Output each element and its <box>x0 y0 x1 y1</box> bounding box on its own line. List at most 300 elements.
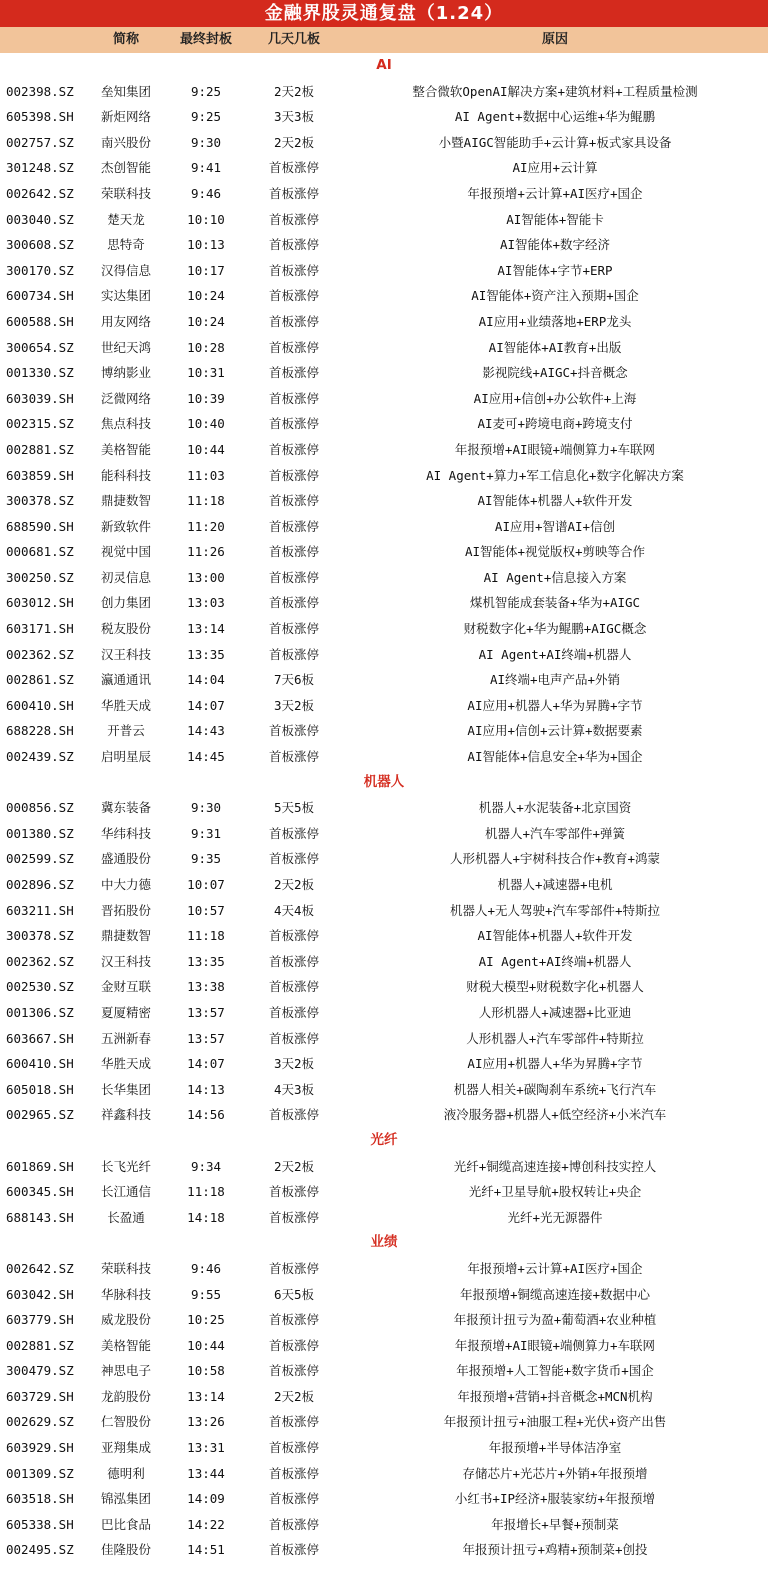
stock-code: 603211.SH <box>6 902 74 918</box>
stock-code: 002881.SZ <box>6 441 74 457</box>
stock-code: 002757.SZ <box>6 134 74 150</box>
table-row <box>0 155 768 181</box>
stock-name: 仁智股份 <box>100 1414 151 1430</box>
table-header <box>0 27 768 53</box>
stock-code: 600734.SH <box>6 288 74 304</box>
stock-code: 603859.SH <box>6 467 74 483</box>
table-row <box>0 1051 768 1077</box>
reason: 机器人+无人驾驶+汽车零部件+特斯拉 <box>449 902 661 918</box>
table-row <box>0 1282 768 1308</box>
stock-code: 603012.SH <box>6 595 74 611</box>
board-count: 首板涨停 <box>268 1337 319 1353</box>
seal-time: 14:09 <box>187 1491 225 1507</box>
reason: AI麦可+跨境电商+跨境支付 <box>477 416 633 432</box>
stock-name: 华纬科技 <box>100 825 151 841</box>
reason: 人形机器人+汽车零部件+特斯拉 <box>466 1030 644 1046</box>
stock-name: 博纳影业 <box>100 365 151 381</box>
stock-name: 神思电子 <box>100 1363 151 1379</box>
stock-name: 夏厦精密 <box>100 1004 151 1020</box>
seal-time: 11:18 <box>187 928 225 944</box>
seal-time: 14:43 <box>187 723 225 739</box>
stock-name: 鼎捷数智 <box>100 928 151 944</box>
stock-code: 605018.SH <box>6 1081 74 1097</box>
table-row <box>0 565 768 591</box>
stock-name: 世纪天鸿 <box>100 339 151 355</box>
board-count: 3天2板 <box>273 1056 315 1072</box>
board-count: 首板涨停 <box>268 1030 319 1046</box>
stock-name: 龙韵股份 <box>100 1388 151 1404</box>
seal-time: 13:44 <box>187 1465 225 1481</box>
section-heading: 机器人 <box>363 773 405 790</box>
board-count: 首板涨停 <box>268 851 319 867</box>
seal-time: 9:31 <box>190 825 222 841</box>
reason: 年报预增+人工智能+数字货币+国企 <box>456 1363 654 1379</box>
stock-code: 002439.SZ <box>6 749 74 765</box>
header-boards: 几天几板 <box>267 32 320 47</box>
stock-name: 华胜天成 <box>100 1056 151 1072</box>
stock-code: 002861.SZ <box>6 672 74 688</box>
reason: 年报预增+云计算+AI医疗+国企 <box>467 1260 643 1276</box>
table-row <box>0 1307 768 1333</box>
reason: 影视院线+AIGC+抖音概念 <box>482 365 628 381</box>
reason: AI应用+信创+办公软件+上海 <box>473 390 637 406</box>
board-count: 4天3板 <box>273 1081 315 1097</box>
reason: AI智能体+资产注入预期+国企 <box>471 288 639 304</box>
board-count: 首板涨停 <box>268 749 319 765</box>
table-row <box>0 335 768 361</box>
seal-time: 13:35 <box>187 646 225 662</box>
reason: AI智能体+数字经济 <box>499 237 611 253</box>
seal-time: 13:57 <box>187 1030 225 1046</box>
reason: AI智能体+视觉版权+剪映等合作 <box>464 544 646 560</box>
board-count: 首板涨停 <box>268 979 319 995</box>
table-row <box>0 872 768 898</box>
stock-name: 华胜天成 <box>100 697 151 713</box>
stock-name: 启明星辰 <box>100 749 151 765</box>
board-count: 首板涨停 <box>268 1542 319 1558</box>
board-count: 首板涨停 <box>268 1414 319 1430</box>
board-count: 首板涨停 <box>268 953 319 969</box>
board-count: 首板涨停 <box>268 365 319 381</box>
board-count: 首板涨停 <box>268 1004 319 1020</box>
table-row <box>0 386 768 412</box>
table-row <box>0 1333 768 1359</box>
stock-code: 603042.SH <box>6 1286 74 1302</box>
stock-code: 002530.SZ <box>6 979 74 995</box>
board-count: 7天6板 <box>273 672 315 688</box>
table-row <box>0 1461 768 1487</box>
seal-time: 13:00 <box>187 569 225 585</box>
seal-time: 11:18 <box>187 493 225 509</box>
stock-name: 楚天龙 <box>107 211 145 227</box>
stock-name: 长华集团 <box>100 1081 151 1097</box>
page-title: 金融界股灵通复盘（1.24） <box>0 0 768 27</box>
stock-code: 600345.SH <box>6 1184 74 1200</box>
stock-name: 南兴股份 <box>100 134 151 150</box>
board-count: 首板涨停 <box>268 441 319 457</box>
reason: 年报预增+AI眼镜+端侧算力+车联网 <box>454 441 656 457</box>
stock-code: 601869.SH <box>6 1158 74 1174</box>
stock-name: 视觉中国 <box>100 544 151 560</box>
table-body <box>0 53 768 1563</box>
stock-code: 002495.SZ <box>6 1542 74 1558</box>
seal-time: 9:25 <box>190 109 222 125</box>
seal-time: 10:44 <box>187 1337 225 1353</box>
table-row <box>0 104 768 130</box>
stock-code: 002896.SZ <box>6 877 74 892</box>
table-row <box>0 795 768 821</box>
seal-time: 13:03 <box>187 595 225 611</box>
stock-code: 300170.SZ <box>6 262 74 278</box>
stock-code: 001380.SZ <box>6 825 74 841</box>
stock-code: 300378.SZ <box>6 493 74 509</box>
stock-name: 华脉科技 <box>100 1286 151 1302</box>
stock-code: 002642.SZ <box>6 1260 74 1276</box>
stock-code: 003040.SZ <box>6 211 74 227</box>
stock-code: 002398.SZ <box>6 83 74 99</box>
table-row <box>0 1000 768 1026</box>
stock-code: 300654.SZ <box>6 339 74 355</box>
board-count: 首板涨停 <box>268 1465 319 1481</box>
seal-time: 13:26 <box>187 1414 225 1430</box>
stock-code: 605338.SH <box>6 1516 74 1532</box>
board-count: 首板涨停 <box>268 544 319 560</box>
seal-time: 10:13 <box>187 237 225 253</box>
seal-time: 10:17 <box>187 262 225 278</box>
reason: AI Agent+算力+军工信息化+数字化解决方案 <box>426 467 684 483</box>
seal-time: 9:34 <box>190 1158 222 1174</box>
board-count: 首板涨停 <box>268 1209 319 1225</box>
table-row <box>0 207 768 233</box>
stock-code: 603729.SH <box>6 1388 74 1404</box>
reason: 人形机器人+减速器+比亚迪 <box>478 1004 632 1020</box>
stock-code: 600410.SH <box>6 697 74 713</box>
table-row <box>0 1102 768 1128</box>
stock-code: 300608.SZ <box>6 237 74 253</box>
stock-code: 300378.SZ <box>6 928 74 944</box>
header-time: 最终封板 <box>179 32 232 47</box>
table-row <box>0 1409 768 1435</box>
stock-name: 美格智能 <box>100 1337 151 1353</box>
seal-time: 10:44 <box>187 441 225 457</box>
table-row <box>0 974 768 1000</box>
table-row <box>0 514 768 540</box>
table-row <box>0 1256 768 1282</box>
board-count: 6天5板 <box>273 1286 315 1302</box>
board-count: 3天3板 <box>273 109 315 125</box>
reason: 财税数字化+华为鲲鹏+AIGC概念 <box>463 621 647 637</box>
stock-name: 开普云 <box>107 723 145 739</box>
stock-name: 汉王科技 <box>100 646 151 662</box>
board-count: 首板涨停 <box>268 928 319 944</box>
reason: AI应用+机器人+华为昇腾+字节 <box>467 697 643 713</box>
seal-time: 14:45 <box>187 749 225 765</box>
seal-time: 9:30 <box>190 800 222 816</box>
table-row <box>0 437 768 463</box>
seal-time: 14:07 <box>187 1056 225 1072</box>
reason: 年报预增+AI眼镜+端侧算力+车联网 <box>454 1337 656 1353</box>
stock-name: 创力集团 <box>100 595 151 611</box>
board-count: 首板涨停 <box>268 723 319 739</box>
stock-name: 晋拓股份 <box>100 902 151 918</box>
seal-time: 13:14 <box>187 621 225 637</box>
stock-name: 用友网络 <box>100 313 151 329</box>
stock-name: 德明利 <box>107 1465 145 1481</box>
stock-name: 泛微网络 <box>100 390 151 406</box>
stock-code: 600588.SH <box>6 313 74 329</box>
seal-time: 11:26 <box>187 544 225 560</box>
stock-name: 垒知集团 <box>100 83 151 99</box>
board-count: 5天5板 <box>273 800 315 816</box>
board-count: 3天2板 <box>273 697 315 713</box>
stock-code: 603667.SH <box>6 1030 74 1046</box>
header-code <box>0 27 86 53</box>
reason: AI Agent+AI终端+机器人 <box>478 646 632 662</box>
seal-time: 10:39 <box>187 390 225 406</box>
reason: 煤机智能成套装备+华为+AIGC <box>469 595 641 611</box>
table-row <box>0 1358 768 1384</box>
table-row <box>0 693 768 719</box>
stock-code: 001306.SZ <box>6 1004 74 1020</box>
stock-code: 002315.SZ <box>6 416 74 432</box>
stock-name: 佳隆股份 <box>100 1542 151 1558</box>
stock-code: 002629.SZ <box>6 1414 74 1430</box>
board-count: 首板涨停 <box>268 185 319 201</box>
stock-name: 五洲新春 <box>100 1030 151 1046</box>
reason: 人形机器人+宇树科技合作+教育+鸿蒙 <box>449 851 661 867</box>
reason: 年报预增+半导体洁净室 <box>488 1440 622 1456</box>
board-count: 首板涨停 <box>268 262 319 278</box>
table-row <box>0 667 768 693</box>
stock-name: 长飞光纤 <box>100 1158 151 1174</box>
table-row <box>0 232 768 258</box>
stock-name: 亚翔集成 <box>100 1440 151 1456</box>
reason: 存储芯片+光芯片+外销+年报预增 <box>462 1465 648 1481</box>
seal-time: 9:41 <box>190 160 222 176</box>
table-row <box>0 258 768 284</box>
stock-name: 新致软件 <box>100 518 151 534</box>
reason: AI应用+业绩落地+ERP龙头 <box>478 313 632 329</box>
table-row <box>0 744 768 770</box>
seal-time: 13:38 <box>187 979 225 995</box>
seal-time: 14:22 <box>187 1516 225 1532</box>
stock-code: 002362.SZ <box>6 646 74 662</box>
table-row <box>0 181 768 207</box>
board-count: 首板涨停 <box>268 518 319 534</box>
stock-code: 300250.SZ <box>6 569 74 585</box>
reason: AI智能体+机器人+软件开发 <box>477 493 633 509</box>
reason: 小红书+IP经济+服装家纺+年报预增 <box>454 1491 656 1507</box>
reason: 光纤+光无源器件 <box>507 1209 603 1225</box>
table-row <box>0 1026 768 1052</box>
board-count: 首板涨停 <box>268 646 319 662</box>
stock-code: 600410.SH <box>6 1056 74 1072</box>
stock-name: 能科科技 <box>100 467 151 483</box>
stock-code: 603929.SH <box>6 1440 74 1456</box>
board-count: 首板涨停 <box>268 1363 319 1379</box>
reason: 液冷服务器+机器人+低空经济+小米汽车 <box>443 1107 667 1123</box>
seal-time: 9:46 <box>190 185 222 201</box>
table-row <box>0 949 768 975</box>
board-count: 首板涨停 <box>268 1491 319 1507</box>
reason: 机器人+减速器+电机 <box>497 877 613 892</box>
stock-name: 杰创智能 <box>100 160 151 176</box>
stock-code: 603039.SH <box>6 390 74 406</box>
seal-time: 9:30 <box>190 134 222 150</box>
reason: 年报预计扭亏为盈+葡萄酒+农业种植 <box>453 1312 657 1328</box>
reason: AI Agent+数据中心运维+华为鲲鹏 <box>454 109 656 125</box>
stock-code: 002362.SZ <box>6 953 74 969</box>
table-row <box>0 539 768 565</box>
seal-time: 14:13 <box>187 1081 225 1097</box>
stock-code: 688143.SH <box>6 1209 74 1225</box>
table-row <box>0 821 768 847</box>
stock-name: 汉王科技 <box>100 953 151 969</box>
reason: AI终端+电声产品+外销 <box>489 672 621 688</box>
reason: 年报预增+铜缆高速连接+数据中心 <box>459 1286 651 1302</box>
stock-name: 金财互联 <box>100 979 151 995</box>
table-row <box>0 718 768 744</box>
seal-time: 13:14 <box>187 1388 225 1404</box>
stock-code: 301248.SZ <box>6 160 74 176</box>
reason: 光纤+卫星导航+股权转让+央企 <box>468 1184 642 1200</box>
reason: 年报增长+早餐+预制菜 <box>491 1516 619 1532</box>
table-row <box>0 1077 768 1103</box>
seal-time: 14:51 <box>187 1542 225 1558</box>
stock-code: 603779.SH <box>6 1312 74 1328</box>
seal-time: 14:07 <box>187 697 225 713</box>
reason: 机器人+汽车零部件+弹簧 <box>484 825 626 841</box>
board-count: 首板涨停 <box>268 493 319 509</box>
reason: AI应用+云计算 <box>512 160 598 176</box>
stock-name: 汉得信息 <box>100 262 151 278</box>
stock-name: 美格智能 <box>100 441 151 457</box>
stock-name: 初灵信息 <box>100 569 151 585</box>
board-count: 首板涨停 <box>268 237 319 253</box>
seal-time: 9:46 <box>190 1260 222 1276</box>
table-row <box>0 1537 768 1563</box>
reason: 年报预增+营销+抖音概念+MCN机构 <box>457 1388 653 1404</box>
stock-code: 001330.SZ <box>6 365 74 381</box>
seal-time: 10:28 <box>187 339 225 355</box>
board-count: 首板涨停 <box>268 1260 319 1276</box>
seal-time: 10:25 <box>187 1312 225 1328</box>
board-count: 首板涨停 <box>268 160 319 176</box>
table-row <box>0 1512 768 1538</box>
reason: AI智能体+字节+ERP <box>497 262 613 278</box>
header-name: 简称 <box>112 32 139 47</box>
board-count: 首板涨停 <box>268 825 319 841</box>
board-count: 4天4板 <box>273 902 315 918</box>
seal-time: 10:07 <box>187 877 225 892</box>
seal-time: 11:18 <box>187 1184 225 1200</box>
seal-time: 10:31 <box>187 365 225 381</box>
reason: AI智能体+信息安全+华为+国企 <box>467 749 643 765</box>
board-count: 首板涨停 <box>268 1107 319 1123</box>
section-heading: 光纤 <box>370 1131 398 1148</box>
stock-name: 新炬网络 <box>100 109 151 125</box>
stock-name: 长江通信 <box>100 1184 151 1200</box>
reason: AI智能体+智能卡 <box>506 211 604 227</box>
reason: 财税大模型+财税数字化+机器人 <box>466 979 644 995</box>
table-row <box>0 1205 768 1231</box>
board-count: 首板涨停 <box>268 621 319 637</box>
seal-time: 10:40 <box>187 416 225 432</box>
reason: AI应用+智谱AI+信创 <box>494 518 616 534</box>
reason: AI智能体+机器人+软件开发 <box>477 928 633 944</box>
seal-time: 11:20 <box>187 518 225 534</box>
stock-code: 001309.SZ <box>6 1465 74 1481</box>
seal-time: 10:24 <box>187 313 225 329</box>
stock-name: 荣联科技 <box>100 1260 151 1276</box>
seal-time: 9:25 <box>190 83 222 99</box>
board-count: 首板涨停 <box>268 467 319 483</box>
seal-time: 14:04 <box>187 672 225 688</box>
stock-code: 300479.SZ <box>6 1363 74 1379</box>
stock-code: 002642.SZ <box>6 185 74 201</box>
table-row <box>0 642 768 668</box>
reason: AI应用+信创+云计算+数据要素 <box>467 723 643 739</box>
reason: AI Agent+信息接入方案 <box>483 569 627 585</box>
board-count: 首板涨停 <box>268 390 319 406</box>
stock-code: 605398.SH <box>6 109 74 125</box>
table-row <box>0 1384 768 1410</box>
reason: 年报预计扭亏+鸡精+预制菜+创投 <box>462 1542 648 1558</box>
board-count: 首板涨停 <box>268 595 319 611</box>
seal-time: 10:58 <box>187 1363 225 1379</box>
table-row <box>0 360 768 386</box>
section-heading: AI <box>376 57 392 73</box>
table-row <box>0 923 768 949</box>
board-count: 首板涨停 <box>268 416 319 432</box>
board-count: 首板涨停 <box>268 1312 319 1328</box>
seal-time: 13:31 <box>187 1440 225 1456</box>
reason: 机器人+水泥装备+北京国资 <box>478 800 632 816</box>
seal-time: 9:55 <box>190 1286 222 1302</box>
reason: 年报预增+云计算+AI医疗+国企 <box>467 185 643 201</box>
reason: AI应用+机器人+华为昇腾+字节 <box>467 1056 643 1072</box>
stock-name: 祥鑫科技 <box>100 1107 151 1123</box>
table-row <box>0 283 768 309</box>
seal-time: 10:10 <box>187 211 225 227</box>
stock-name: 焦点科技 <box>100 416 151 432</box>
stock-code: 000856.SZ <box>6 800 74 816</box>
stock-code: 688590.SH <box>6 518 74 534</box>
table-row <box>0 488 768 514</box>
reason: AI Agent+AI终端+机器人 <box>478 953 632 969</box>
stock-name: 鼎捷数智 <box>100 493 151 509</box>
reason: AI智能体+AI教育+出版 <box>488 339 622 355</box>
stock-code: 603518.SH <box>6 1491 74 1507</box>
seal-time: 11:03 <box>187 467 225 483</box>
stock-name: 长盈通 <box>107 1209 145 1225</box>
stock-name: 盛通股份 <box>100 851 151 867</box>
table-row <box>0 846 768 872</box>
reason: 年报预计扭亏+油服工程+光伏+资产出售 <box>443 1414 667 1430</box>
board-count: 首板涨停 <box>268 211 319 227</box>
table-row <box>0 590 768 616</box>
seal-time: 10:57 <box>187 902 225 918</box>
board-count: 2天2板 <box>273 1388 315 1404</box>
board-count: 2天2板 <box>273 877 315 892</box>
stock-code: 603171.SH <box>6 621 74 637</box>
seal-time: 10:24 <box>187 288 225 304</box>
board-count: 首板涨停 <box>268 1184 319 1200</box>
seal-time: 13:35 <box>187 953 225 969</box>
reason: 光纤+铜缆高速连接+博创科技实控人 <box>453 1158 657 1174</box>
table-row <box>0 1179 768 1205</box>
board-count: 首板涨停 <box>268 1440 319 1456</box>
